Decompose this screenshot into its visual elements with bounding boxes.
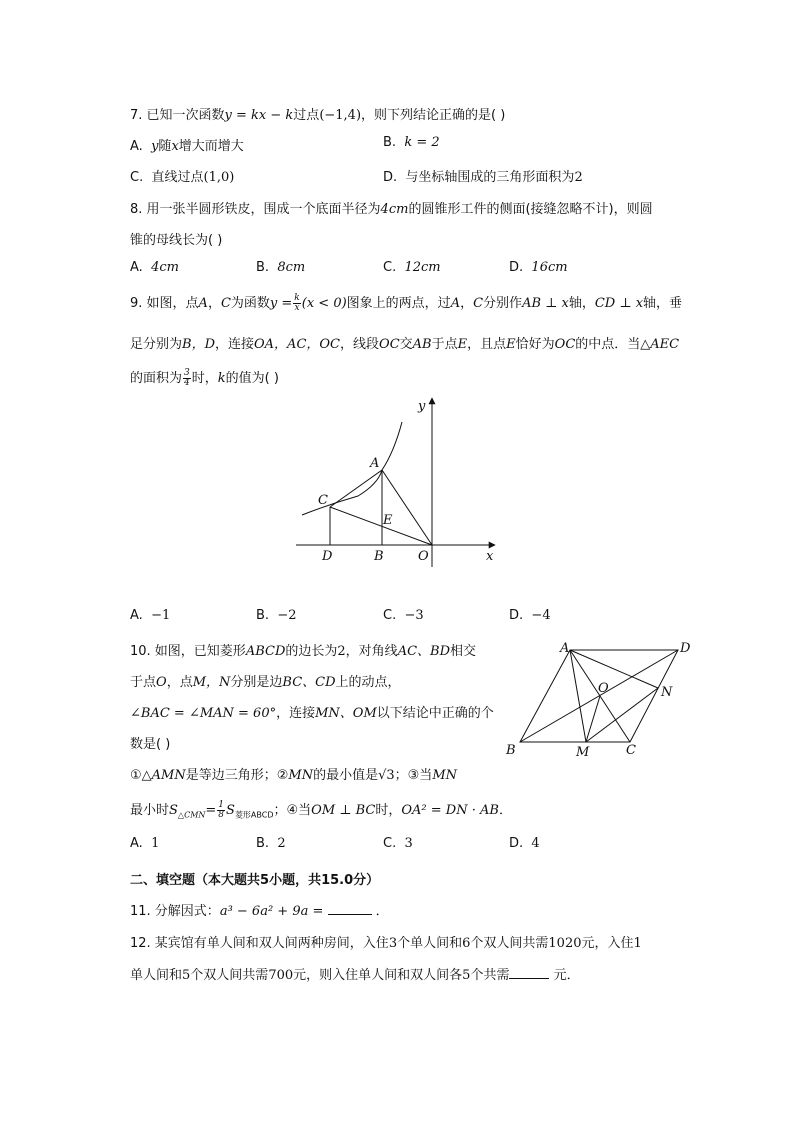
q9-stem-line2: 足分别为B，D，连接OA，AC，OC，线段OC交AB于点E，且点E恰好为OC的中点．当△AEC [130, 337, 680, 352]
q12-stem-line1: 12. 某宾馆有单人间和双人间两种房间，入住3个单人间和6个双人间共需1020元，入住1 [130, 936, 642, 951]
q10-label-d: D [680, 641, 691, 656]
q10-option-c: C. 3 [383, 836, 413, 851]
q11-stem: 11. 分解因式：a³ − 6a² + 9a = ． [130, 904, 389, 919]
q7-stem: 7. 已知一次函数y = kx − k过点(−1,4)，则下列结论正确的是( ) [130, 108, 506, 123]
q9-label-o: O [418, 549, 429, 564]
q10-stem-line2: 于点O，点M，N分别是边BC、CD上的动点， [130, 675, 401, 690]
q10-label-b: B [506, 743, 516, 758]
q10-stem-line3: ∠BAC = ∠MAN = 60°，连接MN、OM以下结论中正确的个 [130, 706, 494, 721]
q9-figure [290, 392, 510, 572]
q10-label-o: O [598, 681, 609, 696]
q10-label-a: A [560, 641, 570, 656]
q9-option-c: C. −3 [383, 608, 424, 623]
q9-label-e: E [383, 513, 393, 528]
q8-stem-line2: 锥的母线长为( ) [130, 233, 223, 248]
q9-label-a: A [370, 456, 380, 471]
q9-fraction-area: $\frac{3}{4}$ [184, 368, 190, 388]
q12-stem-line2: 单人间和5个双人间共需700元，则入住单人间和双人间各5个共需 元． [130, 968, 580, 983]
q9-label-x: x [486, 549, 494, 564]
q10-stem-line6: 最小时$S_{\triangle CMN}=$ $\frac{1}{8}$ $S_{菱形ABCD}$；④当OM ⊥ BC时，OA² = DN · AB． [130, 800, 512, 820]
q9-hyperbola-curve [302, 422, 402, 515]
q9-segment-ac [330, 470, 382, 507]
q9-label-d: D [322, 549, 333, 564]
q8-stem-line1: 8. 用一张半圆形铁皮，围成一个底面半径为4cm的圆锥形工件的侧面(接缝忽略不计)，则圆 [130, 202, 653, 217]
q10-stem-line5: ①△AMN是等边三角形；②MN的最小值是√3；③当MN [130, 768, 457, 783]
q7-option-c: C. 直线过点(1,0) [130, 170, 235, 185]
q10-option-b: B. 2 [256, 836, 286, 851]
q9-segment-oa [382, 470, 432, 545]
q8-option-a: A. 4cm [130, 260, 179, 275]
q10-label-m: M [576, 745, 590, 760]
q10-figure [498, 636, 703, 764]
q10-fraction-one-eighth: $\frac{1}{8}$ [218, 800, 225, 820]
q8-option-b: B. 8cm [256, 260, 306, 275]
q10-segment-am [570, 650, 586, 742]
q10-option-d: D. 4 [509, 836, 540, 851]
q9-option-a: A. −1 [130, 608, 171, 623]
q10-label-n: N [661, 685, 673, 700]
q11-answer-blank[interactable] [328, 902, 372, 915]
q10-label-c: C [626, 743, 636, 758]
q8-option-c: C. 12cm [383, 260, 441, 275]
q9-stem-line3: 的面积为 $\frac{3}{4}$ 时，k的值为( ) [130, 368, 279, 388]
q10-option-a: A. 1 [130, 836, 160, 851]
q9-label-y: y [418, 399, 426, 414]
q12-answer-blank[interactable] [509, 966, 549, 979]
q10-stem-line1: 10. 如图，已知菱形ABCD的边长为2，对角线AC、BD相交 [130, 644, 477, 659]
q7-option-d: D. 与坐标轴围成的三角形面积为2 [383, 170, 583, 185]
q9-fraction-k-over-x: $\frac{k}{x}$ [294, 293, 300, 313]
q9-label-b: B [374, 549, 384, 564]
section-heading-fill-in: 二、填空题（本大题共5小题，共15.0分） [130, 873, 380, 888]
q8-option-d: D. 16cm [509, 260, 568, 275]
q10-segment-mn [586, 688, 658, 742]
q9-stem-line1: 9. 如图，点A，C为函数y = $\frac{k}{x}$ (x < 0)图象上的两点，过A，C分别作AB ⊥ x轴，CD ⊥ x轴，垂 [130, 293, 683, 313]
q7-option-b: B. k = 2 [383, 135, 440, 150]
q10-stem-line4: 数是( ) [130, 737, 171, 752]
q9-label-c: C [318, 493, 328, 508]
q9-option-b: B. −2 [256, 608, 297, 623]
q7-option-a: A. y随x增大而增大 [130, 139, 244, 154]
q9-segment-oc [330, 507, 432, 545]
q9-option-d: D. −4 [509, 608, 551, 623]
